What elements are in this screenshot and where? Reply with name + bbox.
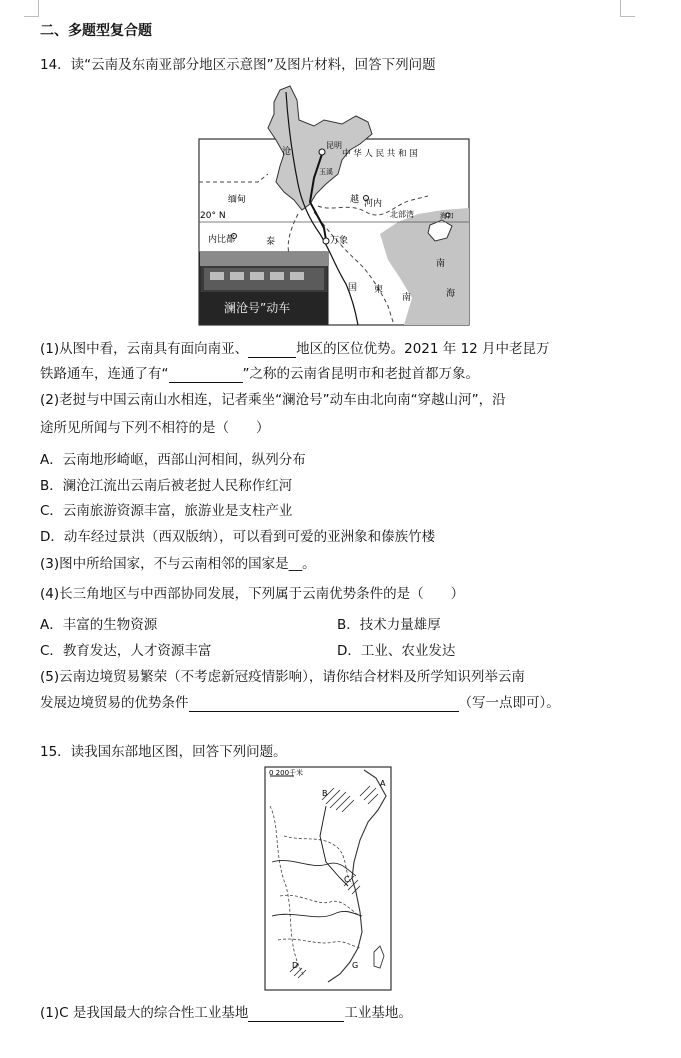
- q14-part5-line1: (5)云南边境贸易繁荣（不考虑新冠疫情影响），请你结合材料及所学知识列举云南: [40, 669, 525, 685]
- q14-p1-blank-2[interactable]: [169, 368, 243, 383]
- q14-p2-option-b: B．澜沧江流出云南后被老挝人民称作红河: [40, 478, 293, 494]
- q14-p1-text-a: (1)从图中看，云南具有面向南亚、: [40, 341, 249, 357]
- q15-part1: [40, 1004, 412, 1022]
- train-caption: 澜沧号”动车: [224, 301, 291, 315]
- section-title: 二、多题型复合题: [40, 23, 152, 39]
- q14-p5-text-b: （写一点即可）。: [458, 695, 560, 711]
- q14-part1-line2: [40, 365, 479, 383]
- q14-p2-option-a: A．云南地形崎岖，西部山河相间，纵列分布: [40, 452, 306, 468]
- label-tai: 泰: [266, 237, 276, 247]
- q15-p1-text-a: (1)C 是我国最大的综合性工业基地: [40, 1005, 249, 1021]
- east-china-map-svg: [264, 766, 394, 992]
- kunming-marker: [319, 149, 325, 155]
- label-nan-1: 南: [402, 293, 412, 303]
- q14-p5-text-a: 发展边境贸易的优势条件: [40, 695, 189, 711]
- photo-window-1: [210, 272, 224, 280]
- label-myanmar: 缅甸: [228, 195, 247, 205]
- label-yue: 越: [350, 195, 360, 205]
- photo-window-3: [250, 272, 264, 280]
- label-nan-2: 南: [436, 259, 446, 269]
- label-vientiane: 万象: [330, 236, 349, 246]
- photo-window-5: [290, 272, 304, 280]
- question-15-stem: 15．读我国东部地区图，回答下列问题。: [40, 744, 287, 760]
- label-jian: 柬: [374, 285, 384, 295]
- q14-p4-option-c: C．教育发达，人才资源丰富: [40, 643, 212, 659]
- label-d: D: [292, 961, 299, 970]
- label-a: A: [380, 779, 386, 788]
- label-haikou: 海口: [440, 212, 454, 220]
- q14-p4-option-a: A．丰富的生物资源: [40, 617, 158, 633]
- label-b: B: [322, 789, 328, 798]
- q15-p1-text-b: 工业基地。: [344, 1005, 412, 1021]
- photo-window-4: [270, 272, 284, 280]
- q14-part3: (3)图中所给国家，不与云南相邻的国家是__。: [40, 556, 316, 572]
- q14-part5-line2: [40, 694, 560, 712]
- q14-p1-text-d: ”之称的云南省昆明市和老挝首都万象。: [242, 366, 479, 382]
- q14-part1-line1: [40, 340, 550, 358]
- q15-p1-blank[interactable]: [248, 1007, 344, 1022]
- q14-p1-text-c: 铁路通车，连通了有“: [40, 366, 169, 382]
- crop-mark-top-right: [620, 0, 635, 17]
- label-c: C: [344, 875, 350, 884]
- east-china-map: [264, 766, 394, 992]
- label-guo: 国: [348, 283, 358, 293]
- label-prc: 中 华 人 民 共 和 国: [342, 149, 418, 159]
- q14-p2-option-d: D．动车经过景洪（西双版纳），可以看到可爱的亚洲象和傣族竹楼: [40, 529, 436, 545]
- q14-p1-blank-1[interactable]: [248, 343, 296, 358]
- q14-part4: (4)长三角地区与中西部协同发展，下列属于云南优势条件的是（ ）: [40, 586, 465, 602]
- label-beibu: 北部湾: [390, 210, 414, 219]
- label-g: G: [352, 961, 359, 970]
- label-hai: 海: [446, 289, 456, 299]
- vientiane-marker: [323, 238, 329, 244]
- label-hanoi: 河内: [364, 199, 383, 209]
- crop-mark-top-left: [24, 0, 39, 17]
- scale-label: 0 200千米: [269, 769, 304, 777]
- q14-p5-blank[interactable]: [189, 697, 459, 712]
- q14-p4-option-b: B．技术力量雄厚: [337, 617, 441, 633]
- q14-part2-line1: (2)老挝与中国云南山水相连，记者乘坐“澜沧号”动车由北向南“穿越山河”，沿: [40, 392, 506, 408]
- label-20n: 20° N: [200, 211, 226, 221]
- train-photo: [200, 252, 328, 324]
- photo-window-2: [230, 272, 244, 280]
- q14-p2-option-c: C．云南旅游资源丰富，旅游业是支柱产业: [40, 503, 293, 519]
- label-cang: 沧: [282, 147, 292, 157]
- photo-sky: [200, 252, 328, 266]
- yunnan-sea-map: [198, 84, 472, 328]
- q14-p1-text-b: 地区的区位优势。2021 年 12 月中老昆万: [296, 341, 550, 357]
- label-kunming: 昆明: [326, 141, 342, 150]
- q14-p4-option-d: D．工业、农业发达: [337, 643, 456, 659]
- yunnan-sea-map-svg: [198, 84, 472, 328]
- q14-part2-line2: 途所见所闻与下列不相符的是（ ）: [40, 420, 270, 436]
- question-14-stem: 14．读“云南及东南亚部分地区示意图”及图片材料，回答下列问题: [40, 57, 436, 73]
- label-yuxi: 玉溪: [319, 168, 333, 176]
- label-naypyidaw: 内比都: [208, 235, 236, 245]
